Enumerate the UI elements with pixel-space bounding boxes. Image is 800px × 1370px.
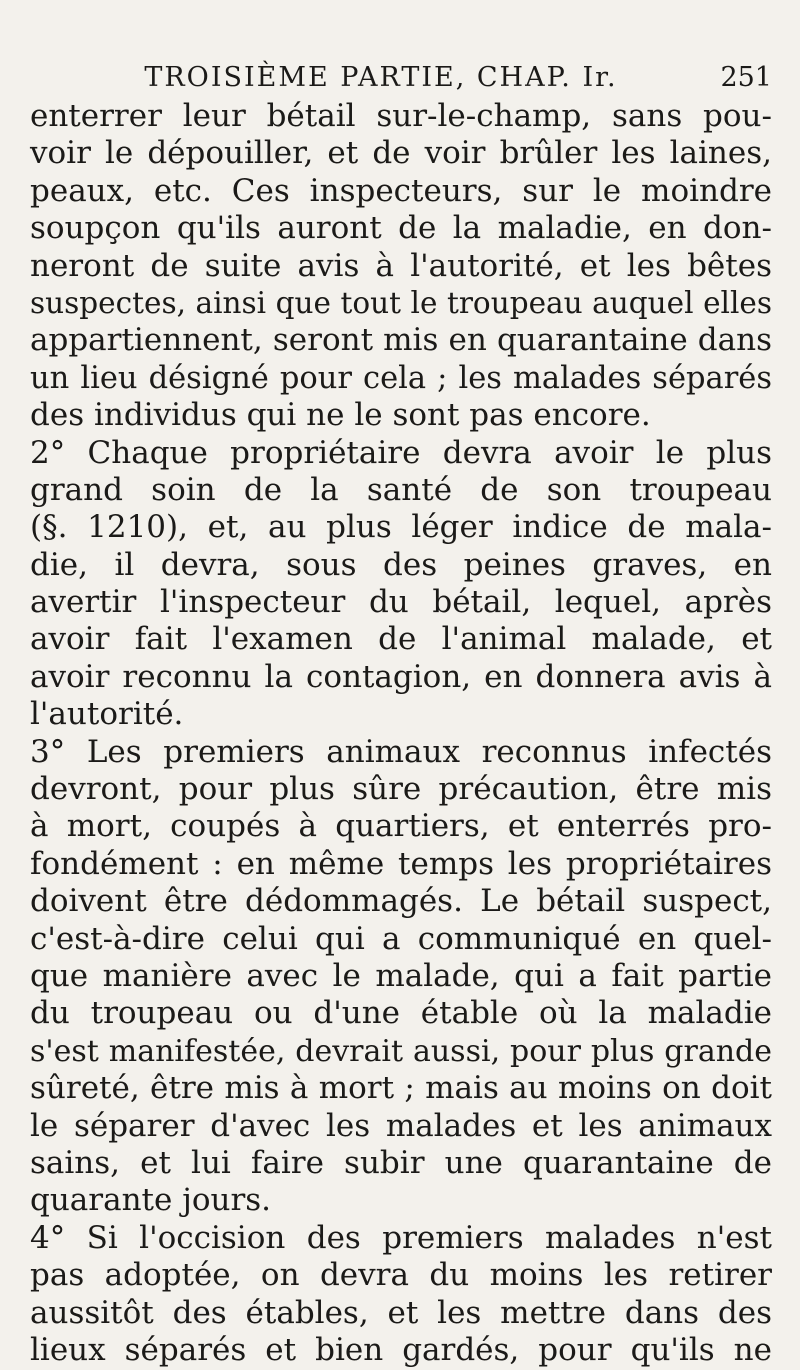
running-head xyxy=(30,62,772,96)
text-line: enterrer leur bétail sur-le-champ, sans pou- xyxy=(30,98,772,134)
text-line: pas adoptée, on devra du moins les retirer xyxy=(30,1257,772,1294)
text-line: lieux séparés et bien gardés, pour qu'ils ne xyxy=(30,1331,772,1368)
text-line: avertir l'inspecteur du bétail, lequel, après xyxy=(30,584,772,621)
text-line: (§. 1210), et, au plus léger indice de mala- xyxy=(30,509,772,546)
text-line: soupçon qu'ils auront de la maladie, en don- xyxy=(30,210,772,247)
text-line: peaux, etc. Ces inspecteurs, sur le moindre xyxy=(30,172,772,209)
text-line: suspectes, ainsi que tout le troupeau auquel elles xyxy=(30,285,772,320)
text-line: avoir fait l'examen de l'animal malade, et xyxy=(30,621,772,658)
body-text xyxy=(30,98,772,1369)
text-line: que manière avec le malade, qui a fait partie xyxy=(30,957,772,994)
text-line: c'est-à-dire celui qui a communiqué en quel- xyxy=(30,920,772,957)
text-line: 3° Les premiers animaux reconnus infectés xyxy=(30,733,772,770)
text-line: 2° Chaque propriétaire devra avoir le plus xyxy=(30,434,772,471)
text-line: doivent être dédommagés. Le bétail suspect, xyxy=(30,883,772,920)
running-head-title: TROISIÈME PARTIE, CHAP. Ir. xyxy=(144,62,618,93)
page-number: 251 xyxy=(720,62,772,93)
text-line: aussitôt des étables, et les mettre dans des xyxy=(30,1294,772,1331)
text-line: s'est manifestée, devrait aussi, pour plus grande xyxy=(30,1033,772,1069)
text-line: à mort, coupés à quartiers, et enterrés pro- xyxy=(30,808,772,845)
text-line: neront de suite avis à l'autorité, et les bêtes xyxy=(30,247,772,284)
text-line: l'autorité. xyxy=(30,696,184,733)
text-line: grand soin de la santé de son troupeau xyxy=(30,471,772,508)
text-line: die, il devra, sous des peines graves, en xyxy=(30,546,772,583)
text-line: un lieu désigné pour cela ; les malades séparés xyxy=(30,360,772,396)
text-line: le séparer d'avec les malades et les animaux xyxy=(30,1107,772,1144)
text-line: 4° Si l'occision des premiers malades n'est xyxy=(30,1219,772,1256)
text-line: fondément : en même temps les propriétaires xyxy=(30,845,772,882)
text-line: avoir reconnu la contagion, en donnera avis à xyxy=(30,658,772,695)
text-line: sûreté, être mis à mort ; mais au moins on doit xyxy=(30,1070,772,1107)
text-line: sains, et lui faire subir une quarantaine de xyxy=(30,1144,772,1181)
text-line: quarante jours. xyxy=(30,1182,272,1219)
text-line: appartiennent, seront mis en quarantaine dans xyxy=(30,322,772,359)
text-line: devront, pour plus sûre précaution, être mis xyxy=(30,771,772,808)
text-line: des individus qui ne le sont pas encore. xyxy=(30,397,651,434)
text-line: voir le dépouiller, et de voir brûler les laines, xyxy=(30,135,772,172)
text-line: du troupeau ou d'une étable où la maladie xyxy=(30,995,772,1032)
